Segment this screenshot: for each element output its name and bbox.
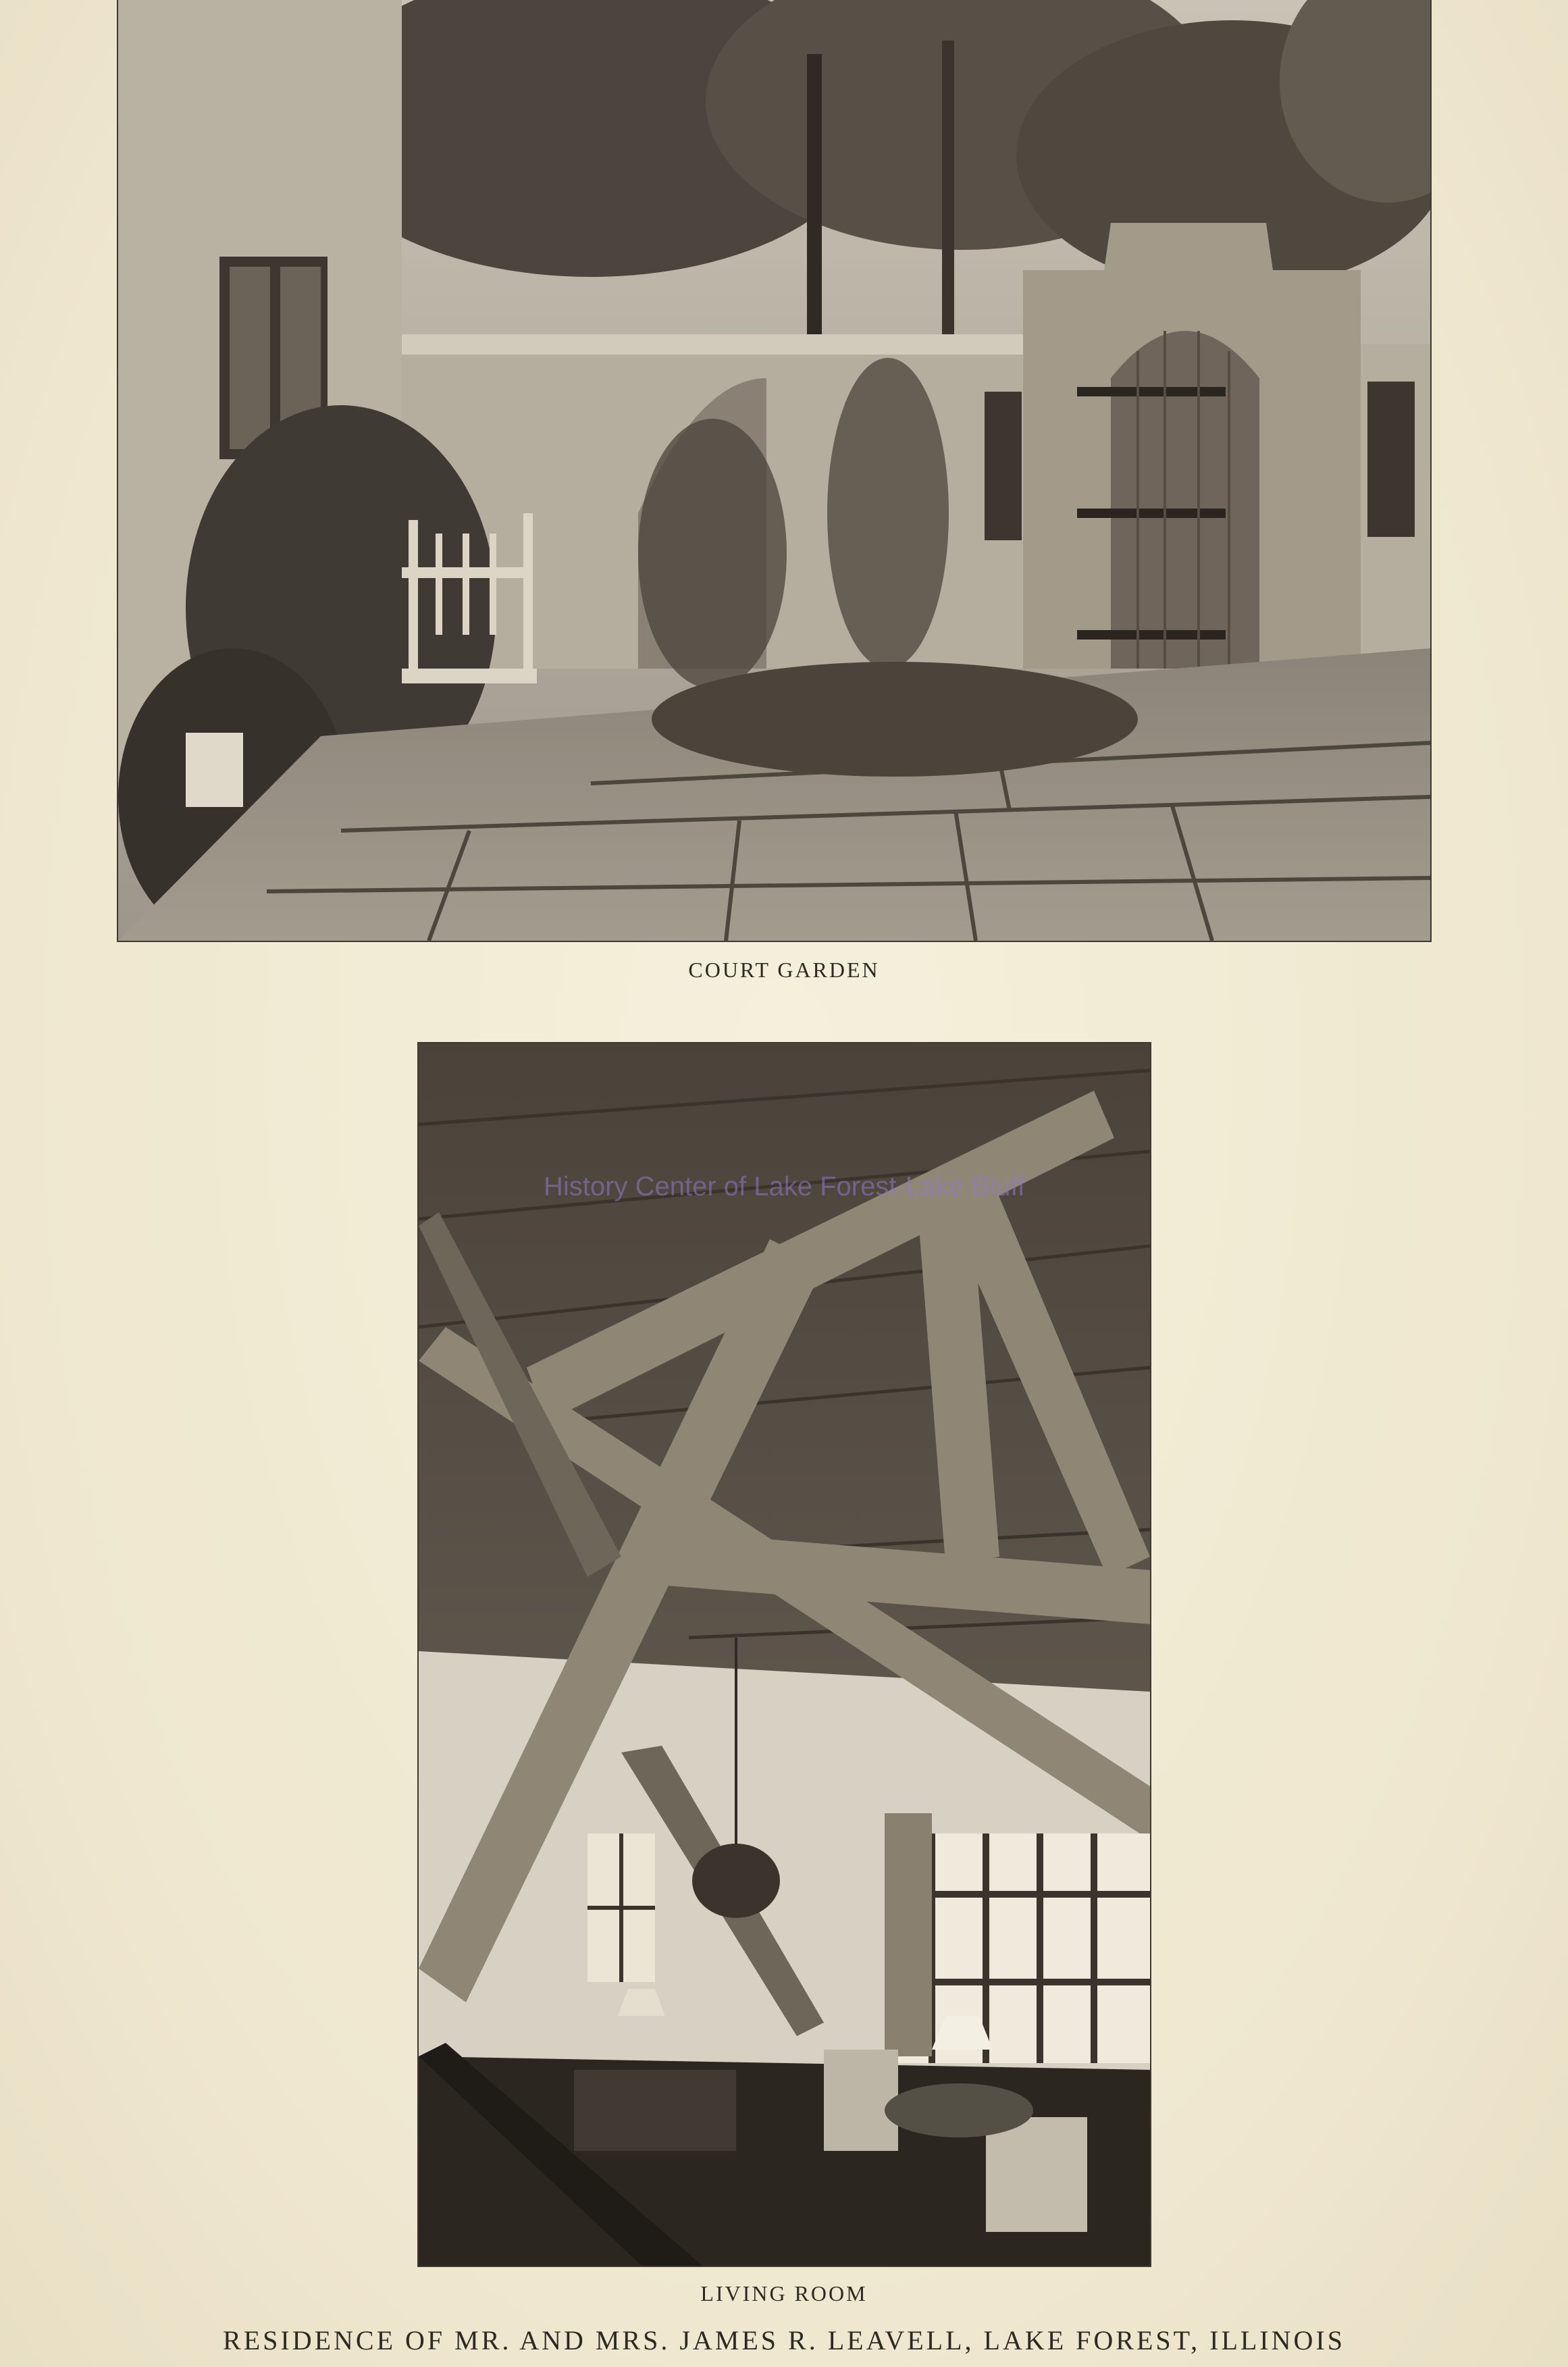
living-room-image [419,1043,1150,2266]
living-room-photo [419,1043,1150,2266]
living-room-caption: LIVING ROOM [700,2281,868,2306]
court-garden-caption: COURT GARDEN [688,958,880,982]
court-garden-photo [118,0,1430,941]
archive-watermark: History Center of Lake Forest-Lake Bluff [544,1172,1025,1201]
residence-title: RESIDENCE OF MR. AND MRS. JAMES R. LEAVELL, LAKE FOREST, ILLINOIS [223,2325,1345,2356]
court-garden-image [118,0,1430,941]
